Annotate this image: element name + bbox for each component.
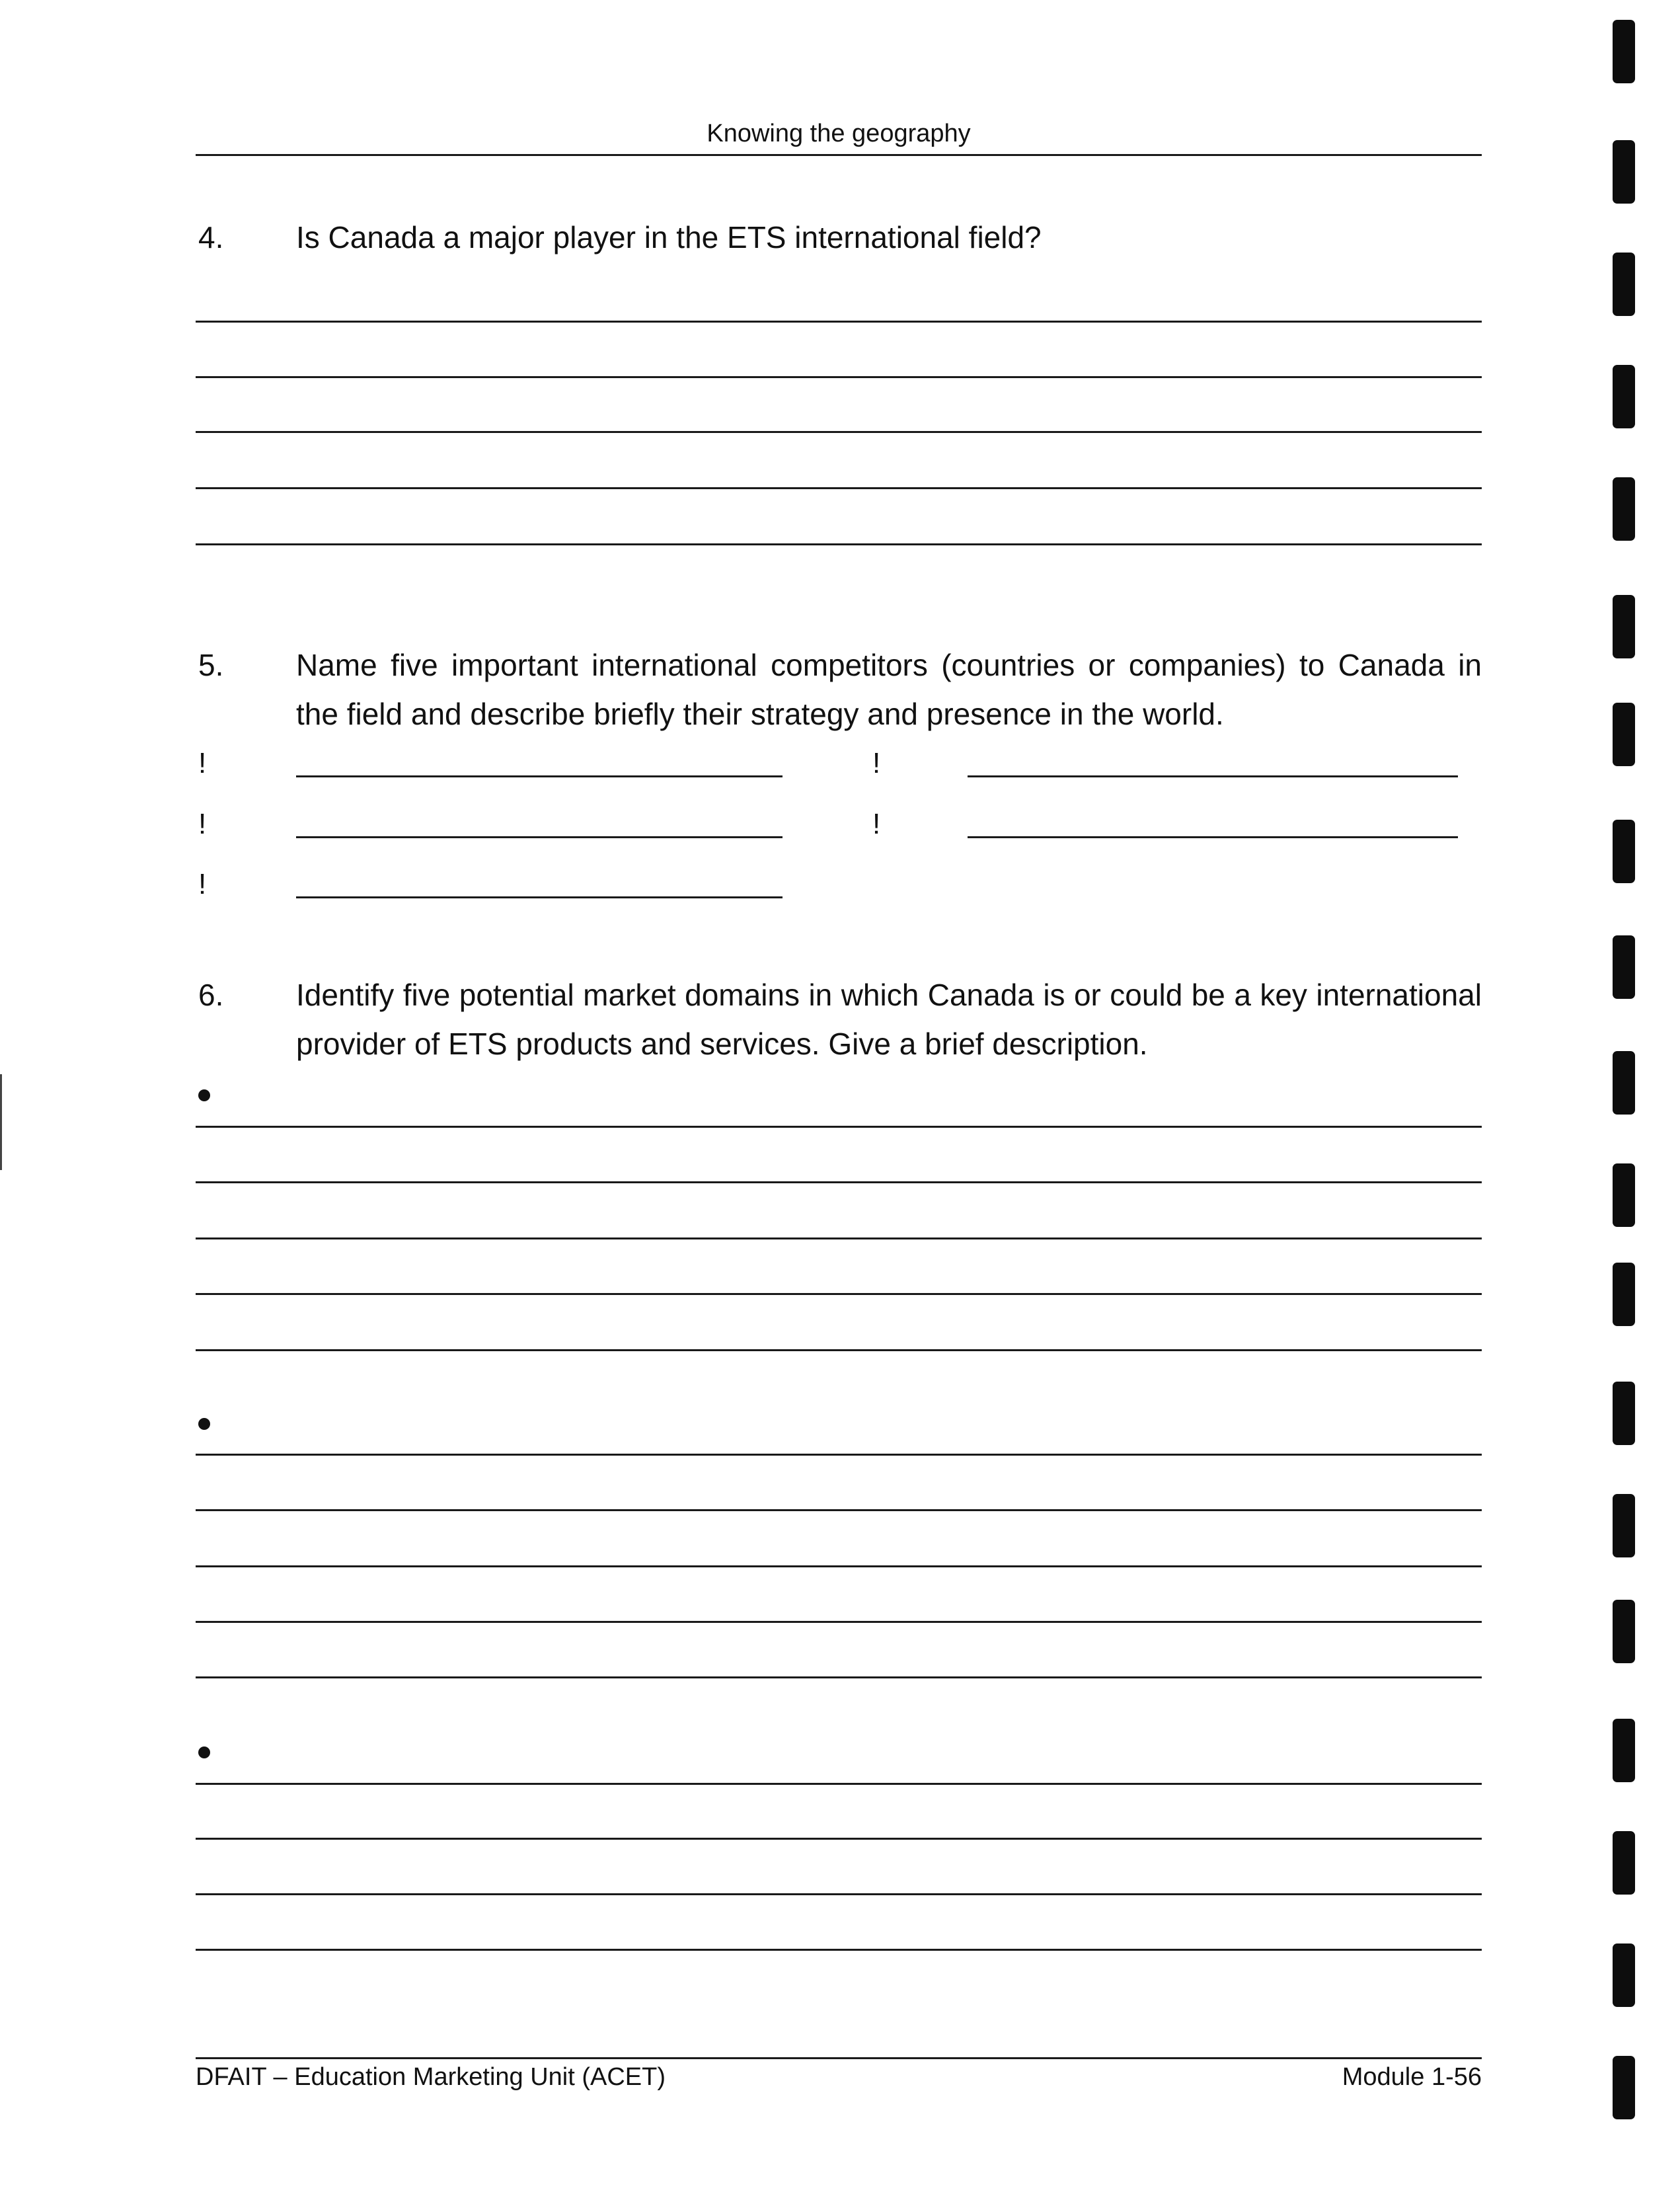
competitor-entry-line[interactable] [296, 896, 783, 898]
binding-hole [1613, 1163, 1635, 1227]
competitor-entry-line[interactable] [968, 775, 1458, 777]
binding-hole [1613, 1494, 1635, 1557]
binding-hole [1613, 1943, 1635, 2007]
competitor-entry-line[interactable] [296, 775, 783, 777]
binding-hole [1613, 1600, 1635, 1663]
binding-hole [1613, 935, 1635, 999]
answer-line[interactable] [196, 487, 1482, 489]
binding-hole [1613, 20, 1635, 83]
bullet-icon [198, 1089, 210, 1101]
question-4-number: 4. [198, 220, 224, 255]
answer-line[interactable] [196, 1949, 1482, 1951]
footer-source: DFAIT – Education Marketing Unit (ACET) [196, 2063, 666, 2091]
answer-line[interactable] [196, 1509, 1482, 1511]
answer-line[interactable] [196, 431, 1482, 433]
bullet-icon [198, 1747, 210, 1758]
entry-marker: ! [872, 747, 881, 779]
answer-line[interactable] [196, 321, 1482, 323]
answer-line[interactable] [196, 1454, 1482, 1456]
footer-rule [196, 2057, 1482, 2059]
binding-hole [1613, 2056, 1635, 2119]
binding-hole [1613, 140, 1635, 204]
entry-marker: ! [872, 808, 881, 840]
answer-line[interactable] [196, 1565, 1482, 1567]
answer-line[interactable] [196, 1621, 1482, 1623]
binding-hole [1613, 595, 1635, 658]
answer-line[interactable] [196, 1783, 1482, 1785]
binding-hole [1613, 1719, 1635, 1782]
binding-hole [1613, 1382, 1635, 1445]
answer-line[interactable] [196, 1293, 1482, 1295]
answer-line[interactable] [196, 376, 1482, 378]
question-4-text: Is Canada a major player in the ETS international field? [296, 220, 1042, 255]
question-6-text: Identify five potential market domains in which Canada is or could be a key international provider of ETS products and services. Give a brief description. [296, 978, 1482, 1061]
answer-line[interactable] [196, 1676, 1482, 1678]
header-rule [196, 154, 1482, 156]
binding-hole [1613, 365, 1635, 428]
footer-page-number: Module 1-56 [1342, 2063, 1482, 2091]
binding-hole [1613, 703, 1635, 766]
competitor-entry-line[interactable] [968, 836, 1458, 838]
answer-line[interactable] [196, 1349, 1482, 1351]
answer-line[interactable] [196, 1237, 1482, 1239]
entry-marker: ! [198, 868, 207, 900]
binding-hole [1613, 1051, 1635, 1115]
answer-line[interactable] [196, 1893, 1482, 1895]
binding-hole [1613, 477, 1635, 541]
entry-marker: ! [198, 747, 207, 779]
answer-line[interactable] [196, 543, 1482, 545]
answer-line[interactable] [196, 1838, 1482, 1840]
binding-hole [1613, 1263, 1635, 1326]
answer-line[interactable] [196, 1126, 1482, 1128]
question-5-text: Name five important international competitors (countries or companies) to Canada in the field and describe briefly their strategy and presence in the world. [296, 648, 1482, 731]
competitor-entry-line[interactable] [296, 836, 783, 838]
question-5-number: 5. [198, 648, 224, 682]
bullet-icon [198, 1418, 210, 1430]
binding-hole [1613, 1831, 1635, 1895]
answer-line[interactable] [196, 1181, 1482, 1183]
binding-hole [1613, 253, 1635, 316]
entry-marker: ! [198, 808, 207, 840]
binding-hole [1613, 820, 1635, 883]
scan-edge-mark [0, 1074, 2, 1170]
question-6-number: 6. [198, 978, 224, 1012]
running-header: Knowing the geography [706, 120, 971, 147]
